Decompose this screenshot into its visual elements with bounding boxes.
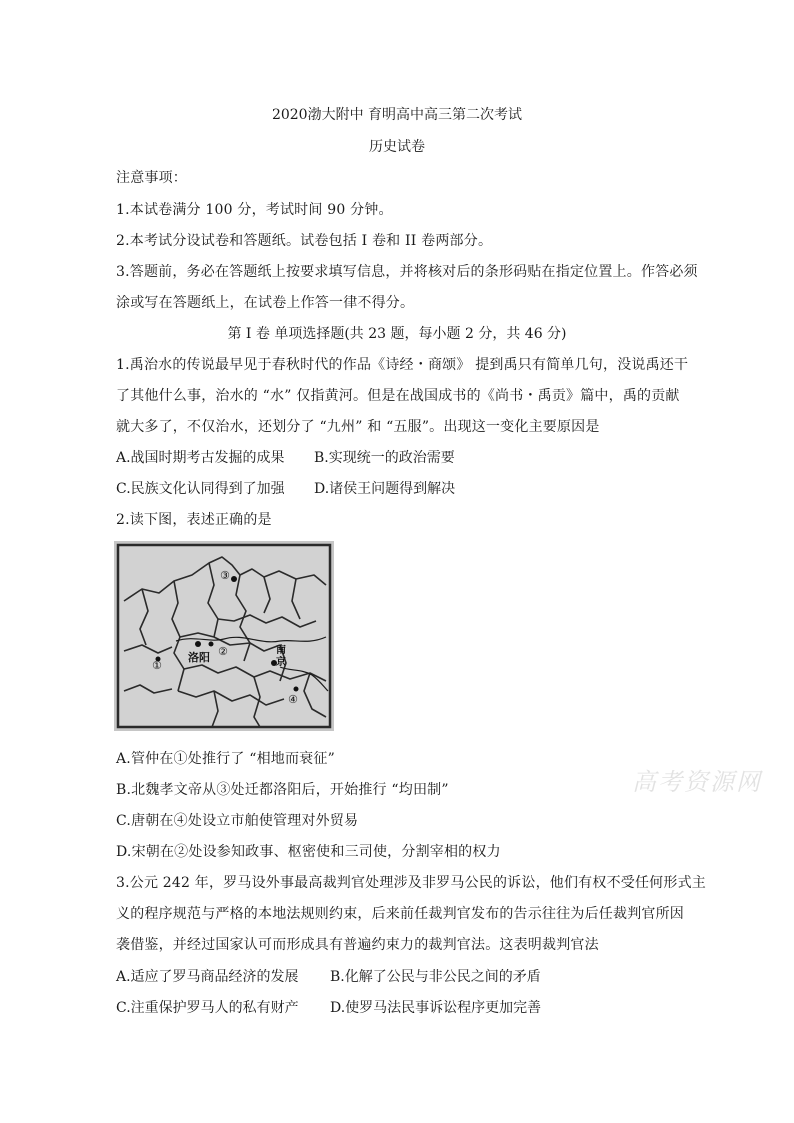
- notice-item: 2.本考试分设试卷和答题纸。试卷包括 I 卷和 II 卷两部分。: [116, 233, 493, 249]
- q3-option-d: D.使罗马法民事诉讼程序更加完善: [330, 1000, 542, 1016]
- map-marker-3: ③: [220, 569, 230, 582]
- notice-item: 1.本试卷满分 100 分，考试时间 90 分钟。: [116, 202, 393, 218]
- q2-option-c: C.唐朝在④处设立市舶使管理对外贸易: [116, 813, 359, 829]
- q2-option-b: B.北魏孝文帝从③处迁都洛阳后，开始推行 “均田制”: [116, 782, 449, 798]
- map-graphic: [114, 541, 334, 731]
- notice-item: 3.答题前，务必在答题纸上按要求填写信息，并将核对后的条形码贴在指定位置上。作答必须: [116, 264, 698, 280]
- map-marker-2: ②: [218, 645, 228, 658]
- exam-title: 2020渤大附中 育明高中高三第二次考试: [271, 107, 523, 123]
- q1-option-b: B.实现统一的政治需要: [314, 450, 455, 466]
- question-3-line: 义的程序规范与严格的本地法规则约束，后来前任裁判官发布的告示往往为后任裁判官所因: [116, 906, 684, 922]
- q3-option-c: C.注重保护罗马人的私有财产: [116, 1000, 299, 1016]
- question-2-stem: 2.读下图，表述正确的是: [116, 512, 272, 528]
- question-1-line: 1.禹治水的传说最早见于春秋时代的作品《诗经・商颂》 提到禹只有简单几句，没说禹还干: [116, 357, 689, 373]
- question-1-line: 了其他什么事，治水的 “水” 仅指黄河。但是在战国成书的《尚书・禹贡》篇中，禹的贡献: [116, 388, 680, 404]
- q1-option-a: A.战国时期考古发掘的成果: [116, 450, 285, 466]
- question-3-line: 袭借鉴，并经过国家认可而形成具有普遍约束力的裁判官法。这表明裁判官法: [116, 937, 599, 953]
- notice-item: 涂或写在答题纸上，在试卷上作答一律不得分。: [116, 295, 415, 311]
- historical-map: [114, 541, 334, 731]
- q1-option-d: D.诸侯王问题得到解决: [314, 481, 456, 497]
- q2-option-d: D.宋朝在②处设参知政事、枢密使和三司使，分割宰相的权力: [116, 844, 501, 860]
- q2-option-a: A.管仲在①处推行了 “相地而衰征”: [116, 751, 335, 767]
- map-label-luoyang: 洛阳: [188, 651, 210, 664]
- map-marker-1: ①: [152, 659, 162, 672]
- section-title: 第 I 卷 单项选择题(共 23 题，每小题 2 分，共 46 分): [227, 326, 567, 342]
- watermark: 高考资源网: [632, 768, 762, 796]
- q1-option-c: C.民族文化认同得到了加强: [116, 481, 285, 497]
- map-marker-4: ④: [288, 693, 298, 706]
- question-3-line: 3.公元 242 年，罗马设外事最高裁判官处理涉及非罗马公民的诉讼，他们有权不受任何形式主: [116, 875, 706, 891]
- q3-option-a: A.适应了罗马商品经济的发展: [116, 969, 299, 985]
- map-label-nanjing-1: 南: [276, 645, 286, 656]
- exam-subtitle: 历史试卷: [369, 139, 425, 155]
- map-label-nanjing-2: 京: [276, 657, 286, 668]
- q3-option-b: B.化解了公民与非公民之间的矛盾: [330, 969, 541, 985]
- question-1-line: 就大多了，不仅治水，还划分了 “九州” 和 “五服”。出现这一变化主要原因是: [116, 419, 600, 435]
- notice-heading: 注意事项：: [116, 170, 187, 186]
